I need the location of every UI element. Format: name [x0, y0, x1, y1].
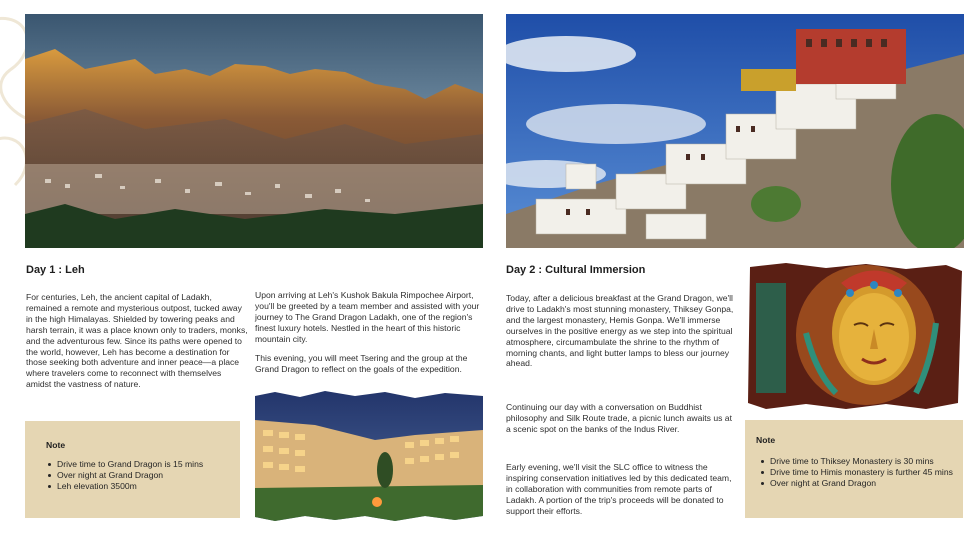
day2-note-list — [758, 456, 958, 488]
day2-note-box — [745, 420, 963, 518]
note-item: Drive time to Thiksey Monastery is 30 mins — [758, 456, 958, 467]
day2-note-title: Note — [756, 435, 776, 445]
day2-lunch-paragraph: Continuing our day with a conversation on Buddhist philosophy and Silk Route trade, a picnic lunch awaits us at a scenic spot on the banks of the Indus River. — [506, 402, 732, 434]
day2-evening-paragraph: Early evening, we'll visit the SLC office to witness the inspiring conservation initiatives led by this dedicated team, in collaboration with communities from remote parts of Ladakh. A portion of the trip's proceeds will be donated to support their efforts. — [506, 462, 732, 516]
thiksey-monastery-photo — [506, 14, 964, 248]
note-item: Drive time to Himis monastery is further 45 mins — [758, 467, 958, 478]
note-item: Drive time to Grand Dragon is 15 mins — [45, 459, 235, 470]
day1-heading: Day 1 : Leh — [26, 264, 85, 276]
buddha-statue-photo — [746, 263, 962, 409]
note-item: Leh elevation 3500m — [45, 481, 235, 492]
day2-monastery-paragraph: Today, after a delicious breakfast at the Grand Dragon, we'll drive to Ladakh's most stunning monastery, Thiksey Gonpa, and the largest monastery, Hemis Gonpa. We'll immerse ourselves in the positive energy as we step into the spiritual atmosphere, circumambulate the shrine to the rhythm of morning chants, and light butter lamps to bless our journey ahead. — [506, 293, 734, 369]
day1-arrival-paragraph: Upon arriving at Leh's Kushok Bakula Rimpochee Airport, you'll be greeted by a team member and assisted with your journey to The Grand Dragon Ladakh, one of the region's finest luxury hotels. Nestled in the heart of this historic mountain city. — [255, 290, 480, 344]
day1-evening-paragraph: This evening, you will meet Tsering and the group at the Grand Dragon to reflect on the goals of the expedition. — [255, 353, 468, 374]
day1-note-title: Note — [46, 440, 66, 450]
note-item: Over night at Grand Dragon — [45, 470, 235, 481]
note-item: Over night at Grand Dragon — [758, 478, 958, 489]
leh-valley-photo — [25, 14, 483, 248]
day1-intro-paragraph: For centuries, Leh, the ancient capital of Ladakh, remained a remote and mysterious outpost, tucked away in the high Himalayas. Shielded by towering peaks and harsh terrain, it was a place known only to traders, monks, and the adventurous few. Since its paths were opened to the world, however, Leh has become a destination for those seeking both adventure and inner peace—a place where travelers come to reconnect with themselves amidst the vastness of nature. — [26, 292, 248, 390]
day1-note-list — [45, 459, 235, 491]
day1-note-box — [25, 421, 240, 518]
grand-dragon-hotel-photo — [255, 390, 483, 522]
day2-heading: Day 2 : Cultural Immersion — [506, 264, 646, 276]
